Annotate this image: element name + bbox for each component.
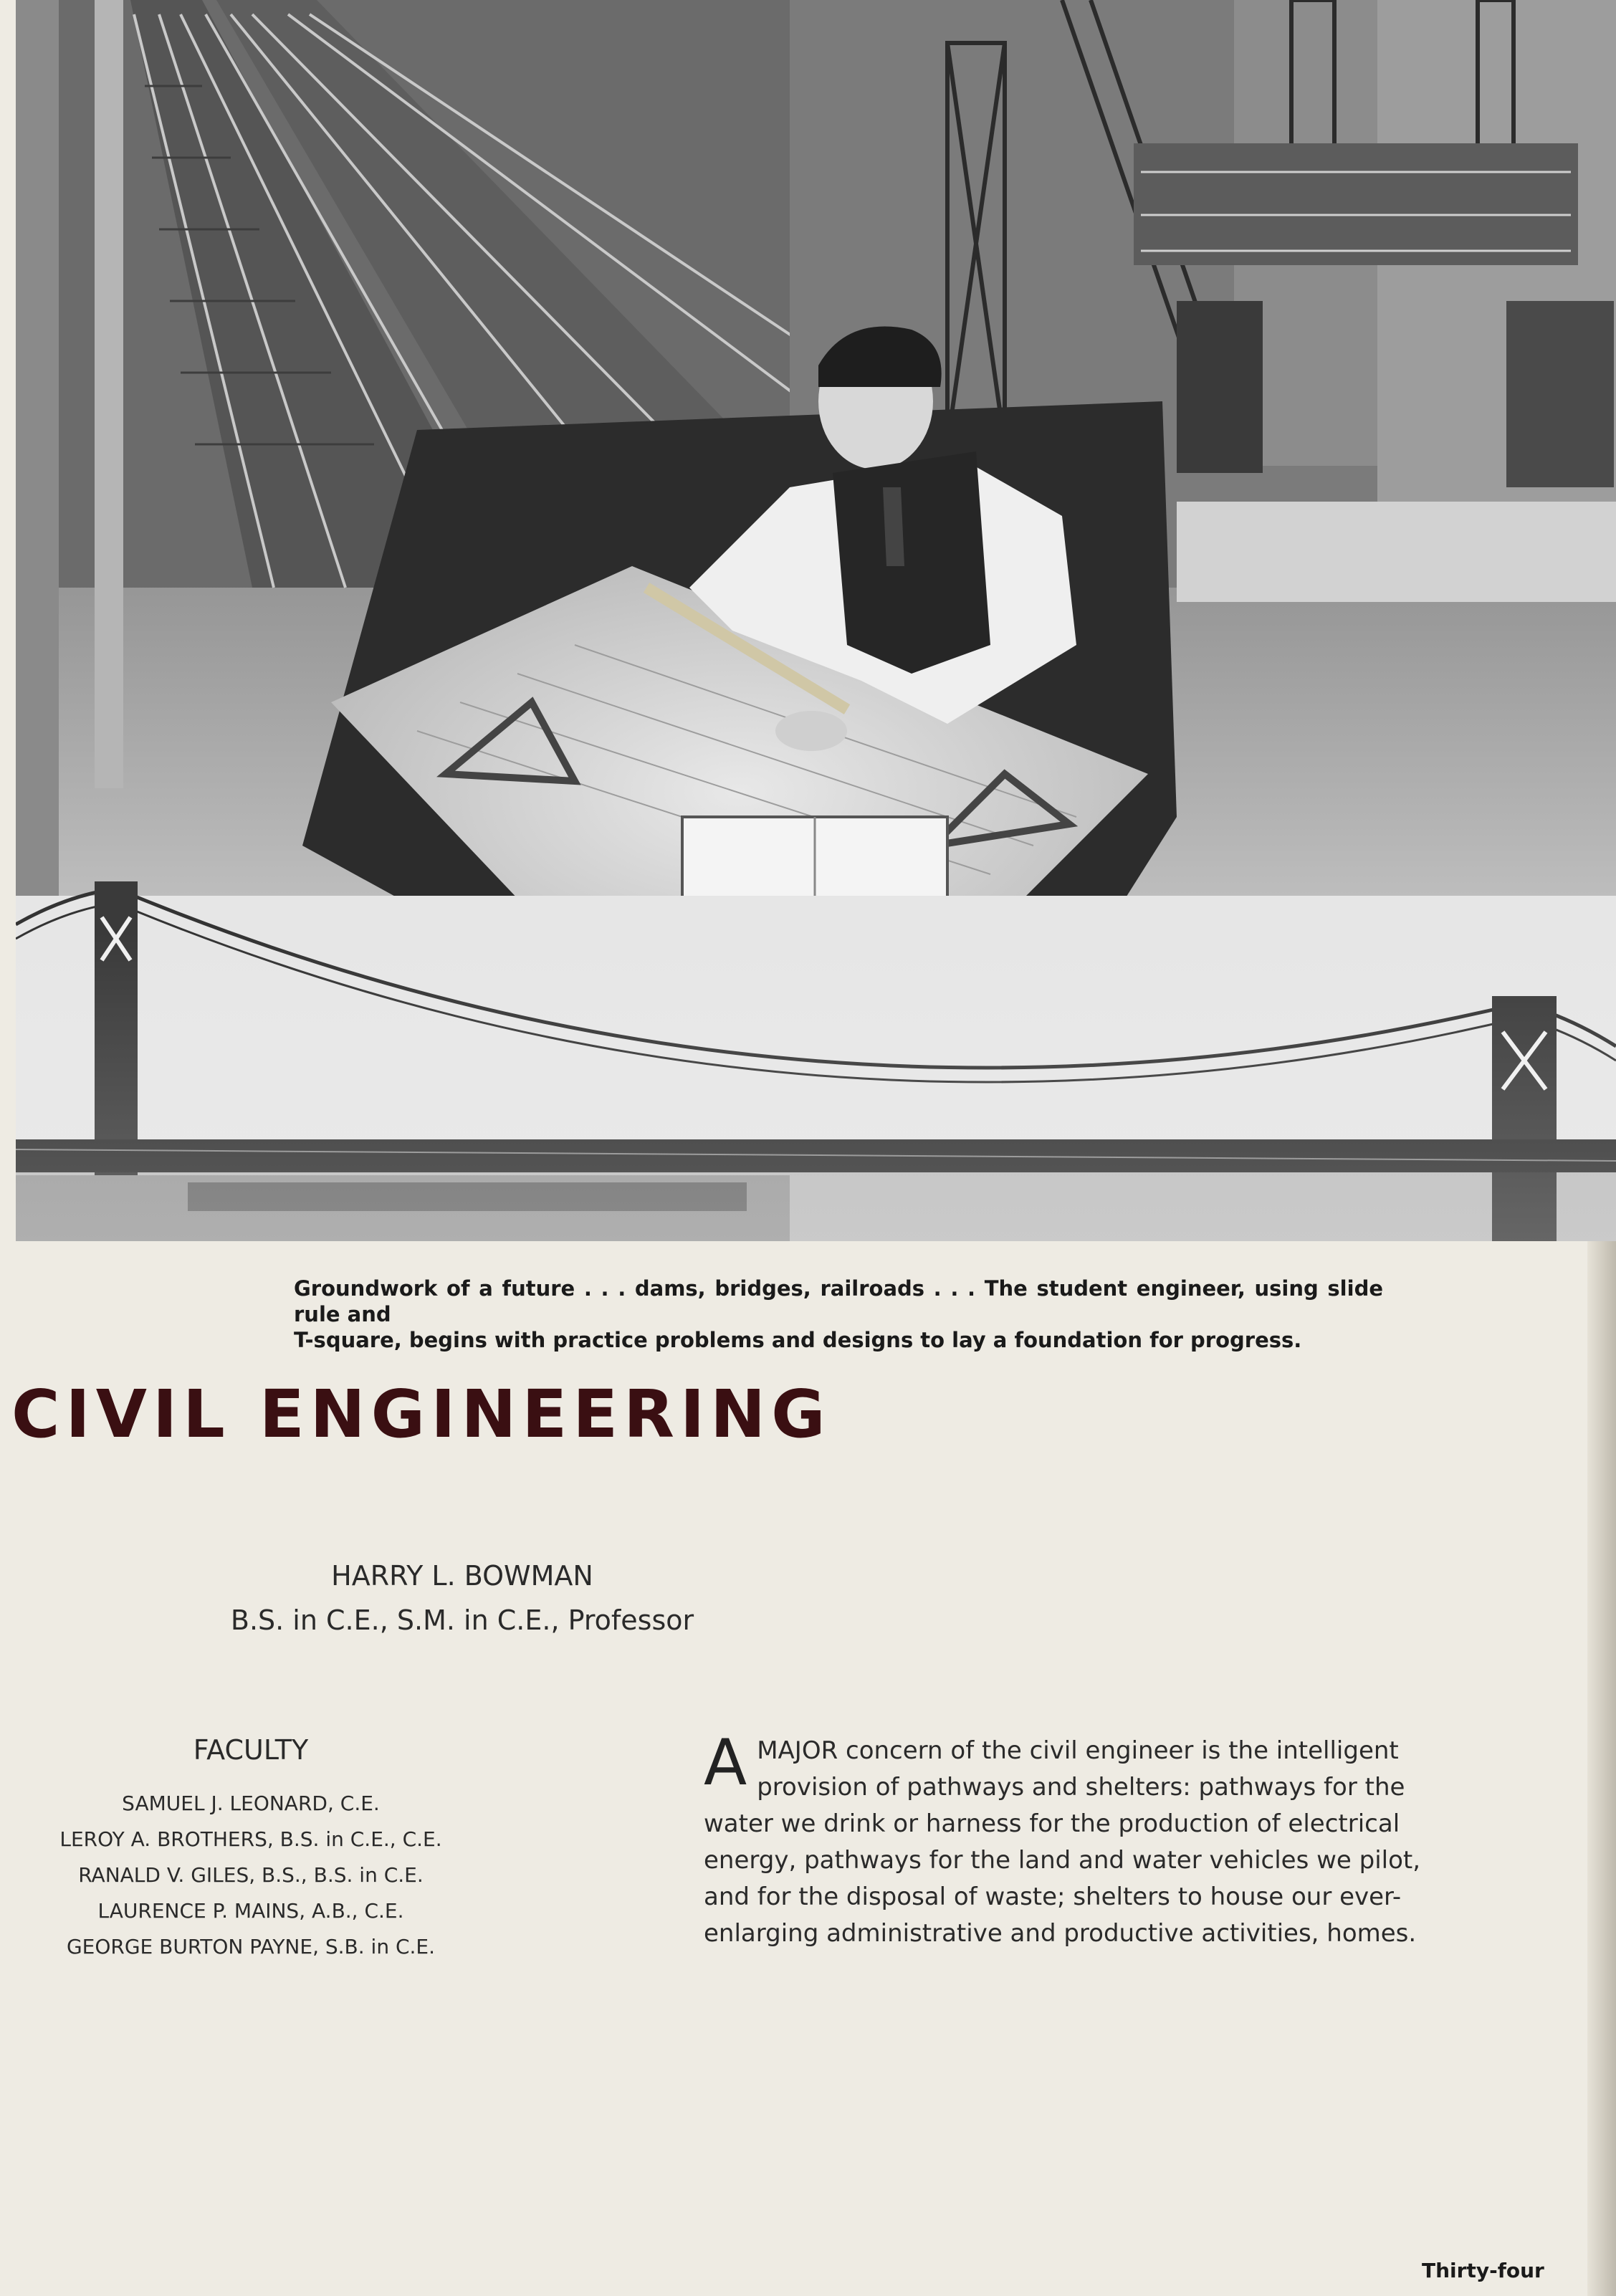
professor-degrees: B.S. in C.E., S.M. in C.E., Professor <box>230 1604 694 1636</box>
body-paragraph-text: MAJOR concern of the civil engineer is the intelligent provision of pathways and shelters: pathways for the water we drink or harness for the production of electrical energy, pathways for the land and water vehicles we pilot, and for the disposal of waste; shelters to house our ever-enlarging administrative and productive activities, homes. <box>704 1736 1421 1948</box>
page-title: CIVIL ENGINEERING <box>11 1376 831 1453</box>
professor-name: HARRY L. BOWMAN <box>331 1560 593 1592</box>
drop-cap: A <box>704 1726 747 1799</box>
page-number: Thirty-four <box>1422 2259 1544 2282</box>
photo-caption <box>294 1276 1383 1353</box>
photo-caption-line-1: Groundwork of a future . . . dams, bridges, railroads . . . The student engineer, using slide rule and <box>294 1276 1383 1326</box>
professor-block <box>0 1554 924 1642</box>
page-binding-edge <box>1587 1241 1616 2296</box>
body-paragraph <box>704 1726 1422 1952</box>
faculty-member: SAMUEL J. LEONARD, C.E. <box>122 1792 380 1815</box>
faculty-member: GEORGE BURTON PAYNE, S.B. in C.E. <box>66 1935 436 1958</box>
faculty-member: RANALD V. GILES, B.S., B.S. in C.E. <box>78 1863 424 1887</box>
faculty-list <box>14 1734 487 1965</box>
faculty-member: LAURENCE P. MAINS, A.B., C.E. <box>97 1899 404 1923</box>
faculty-heading: FACULTY <box>193 1734 309 1766</box>
faculty-member: LEROY A. BROTHERS, B.S. in C.E., C.E. <box>59 1827 442 1851</box>
photo-caption-line-2: T-square, begins with practice problems and designs to lay a foundation for progress. <box>294 1328 1302 1352</box>
hero-photo-montage <box>16 0 1616 1241</box>
